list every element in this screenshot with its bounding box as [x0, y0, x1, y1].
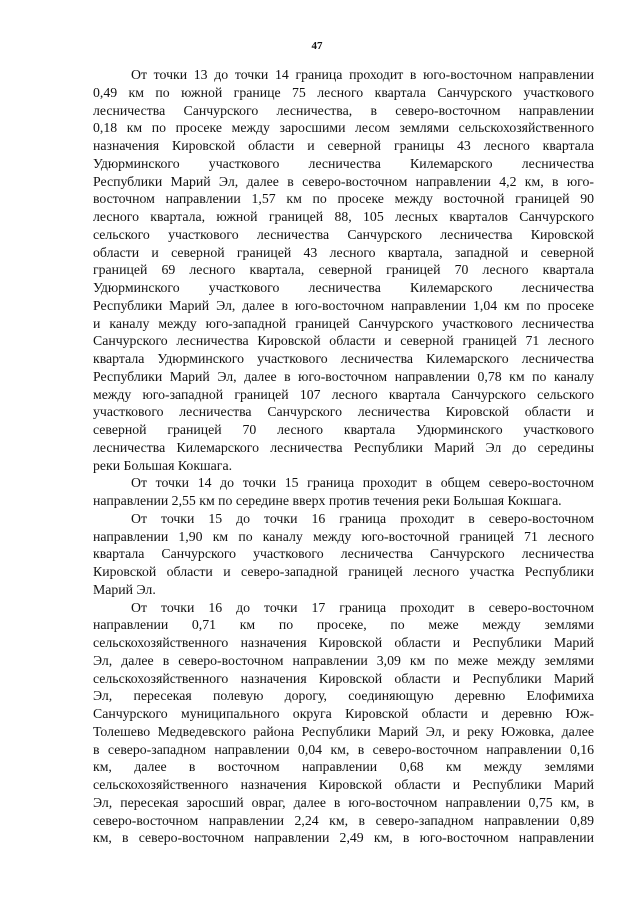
text-line: Республики Марий Эл, далее в северо-восточном направлении 4,2 км, в юго- — [93, 173, 594, 189]
text-line: направлении 2,55 км по середине вверх против течения реки Большая Кокшага. — [93, 493, 562, 508]
text-line: северо-восточном направлении 2,24 км, в северо-западном направлении 0,89 — [93, 812, 594, 828]
text-line: 0,49 км по южной границе 75 лесного квартала Санчурского участкового — [93, 84, 594, 100]
text-line: Марий Эл. — [93, 581, 156, 597]
text-line: направлении 0,71 км по просеке, по меже между землями — [93, 617, 594, 633]
text-line: сельскохозяйственного назначения Кировской области и Республики Марий — [93, 635, 594, 650]
text-line: Санчурского муниципального округа Кировской области и деревню Юж- — [93, 706, 594, 721]
text-line: 0,18 км по просеке между заросшими лесом землями сельскохозяйственного — [93, 120, 594, 136]
text-line: От точки 16 до точки 17 граница проходит в северо-восточном — [131, 599, 594, 615]
text-line: Эл, пересекая заросший овраг, далее в юго-восточном направлении 0,75 км, в — [93, 794, 594, 810]
text-line: лесного квартала, южной границей 88, 105 лесных кварталов Санчурского — [93, 209, 594, 224]
text-line: назначения Кировской области и северной границы 43 лесного квартала — [93, 138, 594, 153]
text-line: направлении 1,90 км по каналу между юго-восточной границей 71 лесного — [93, 528, 594, 544]
text-line: северной границей 70 лесного квартала Удюрминского участкового — [93, 422, 594, 437]
text-line: реки Большая Кокшага. — [93, 457, 233, 473]
text-line: От точки 15 до точки 16 граница проходит в северо-восточном — [131, 510, 594, 526]
page-number: 47 — [311, 40, 323, 52]
text-line: участкового лесничества Санчурского лесничества Кировской области и — [93, 404, 594, 420]
document-body — [93, 66, 594, 847]
text-line: Республики Марий Эл, далее в юго-восточном направлении 0,78 км по каналу — [93, 368, 594, 384]
text-line: границей 69 лесного квартала, северной границей 70 лесного квартала — [93, 262, 594, 278]
text-line: сельского участкового лесничества Санчурского лесничества Кировской — [93, 226, 594, 242]
text-line: Эл, далее в северо-восточном направлении 3,09 км по меже между землями — [93, 652, 594, 668]
text-line: сельскохозяйственного назначения Кировской области и Республики Марий — [93, 670, 594, 686]
paragraph — [93, 510, 594, 599]
text-line: Республики Марий Эл, далее в юго-восточном направлении 1,04 км по просеке — [93, 297, 594, 313]
text-line: Санчурского лесничества Кировской области и северной границей 71 лесного — [93, 333, 594, 349]
text-line: Кировской области и северо-западной границей лесного участка Республики — [93, 564, 594, 579]
text-line: Толешево Медведевского района Республики Марий Эл, и реку Южовка, далее — [93, 723, 594, 739]
text-line: От точки 14 до точки 15 граница проходит в общем северо-восточном — [131, 475, 594, 491]
text-line: между юго-западной границей 107 лесного квартала Санчурского сельского — [93, 386, 594, 402]
text-line: От точки 13 до точки 14 граница проходит в юго-восточном направлении — [131, 67, 594, 82]
text-line: восточном направлении 1,57 км по просеке между восточной границей 90 — [93, 191, 594, 207]
text-line: Удюрминского участкового лесничества Килемарского лесничества — [93, 280, 594, 295]
text-line: квартала Санчурского участкового лесничества Санчурского лесничества — [93, 546, 594, 562]
text-line: Эл, пересекая полевую дорогу, соединяющую деревню Елофимиха — [93, 688, 594, 704]
paragraph — [93, 66, 594, 474]
text-line: в северо-западном направлении 0,04 км, в северо-восточном направлении 0,16 — [93, 741, 594, 757]
paragraph — [93, 599, 594, 848]
text-line: лесничества Килемарского лесничества Республики Марий Эл до середины — [93, 439, 594, 455]
text-line: км, далее в восточном направлении 0,68 км между землями — [93, 759, 594, 775]
paragraph — [93, 474, 594, 510]
text-line: км, в северо-восточном направлении 2,49 км, в юго-восточном направлении — [93, 830, 594, 846]
text-line: Удюрминского участкового лесничества Килемарского лесничества — [93, 155, 594, 171]
text-line: сельскохозяйственного назначения Кировской области и Республики Марий — [93, 777, 594, 792]
text-line: области и северной границей 43 лесного квартала, западной и северной — [93, 244, 594, 260]
text-line: квартала Удюрминского участкового лесничества Килемарского лесничества — [93, 351, 594, 366]
text-line: и каналу между юго-западной границей Санчурского участкового лесничества — [93, 315, 594, 331]
text-line: лесничества Санчурского лесничества, в северо-восточном направлении — [93, 102, 594, 118]
